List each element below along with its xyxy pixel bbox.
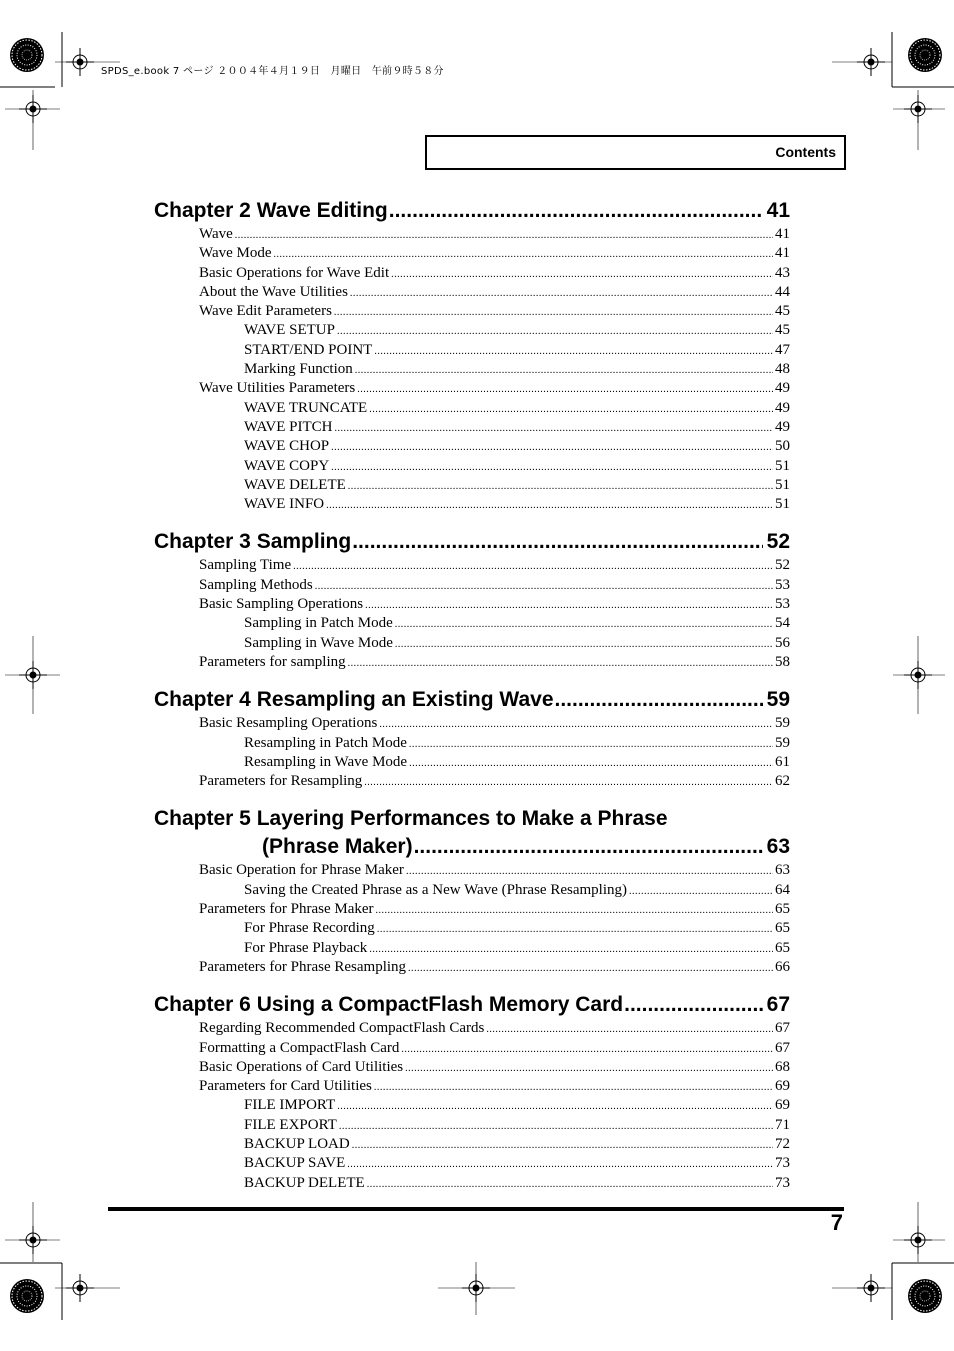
entry-page-number: 65 — [775, 901, 790, 918]
star-target-top-right — [908, 38, 942, 72]
entry-page-number: 53 — [775, 576, 790, 593]
entry-title: Sampling Methods — [199, 576, 313, 593]
entry-title: Resampling in Patch Mode — [244, 734, 407, 751]
entry-title: Sampling in Wave Mode — [244, 634, 393, 651]
chapter-page-number: 63 — [766, 835, 790, 859]
dot-leader — [629, 882, 773, 901]
entry-title: Wave Edit Parameters — [199, 303, 332, 320]
chapter-page-number: 67 — [766, 993, 790, 1017]
dot-leader — [405, 1059, 773, 1078]
entry-title: Sampling Time — [199, 557, 292, 574]
toc-subentry[interactable] — [154, 939, 790, 958]
dot-leader — [331, 438, 773, 457]
chapter-heading[interactable] — [154, 197, 790, 225]
entry-title: Parameters for Phrase Resampling — [199, 958, 407, 975]
chapter-title: Chapter 2 Wave Editing — [154, 199, 388, 222]
toc-subentry[interactable] — [154, 1154, 790, 1173]
entry-title: Parameters for Phrase Maker — [199, 901, 374, 918]
dot-leader — [486, 1020, 773, 1039]
toc-entry[interactable] — [154, 900, 790, 919]
toc-entry[interactable] — [154, 244, 790, 263]
entry-title: Wave — [199, 226, 233, 242]
dot-leader — [274, 245, 773, 264]
toc-subentry[interactable] — [154, 321, 790, 340]
toc-entry[interactable] — [154, 576, 790, 595]
chapter-heading[interactable] — [154, 805, 790, 833]
entry-title: WAVE COPY — [244, 457, 330, 474]
entry-title: Basic Operations for Wave Edit — [199, 264, 390, 281]
entry-page-number: 44 — [775, 283, 790, 300]
chapter-title: Chapter 4 Resampling an Existing Wave — [154, 688, 554, 712]
entry-title: Parameters for sampling — [199, 653, 346, 670]
entry-page-number: 53 — [775, 596, 790, 613]
dot-leader — [367, 1175, 773, 1194]
dot-leader — [352, 528, 762, 556]
entry-page-number: 49 — [775, 418, 790, 435]
toc-entry[interactable] — [154, 302, 790, 321]
chapter-heading[interactable] — [154, 528, 790, 556]
chapter-section — [154, 528, 790, 672]
dot-leader — [376, 901, 773, 920]
toc-entry[interactable] — [154, 283, 790, 302]
entry-page-number: 54 — [775, 615, 790, 632]
entry-title: WAVE CHOP — [244, 438, 330, 455]
entry-title: WAVE PITCH — [244, 418, 333, 435]
entry-page-number: 67 — [775, 1039, 790, 1056]
toc-entry[interactable] — [154, 772, 790, 791]
entry-title: Parameters for Resampling — [199, 773, 363, 790]
entry-title: START/END POINT — [244, 341, 373, 358]
dot-leader — [235, 226, 773, 245]
dot-leader — [355, 361, 773, 380]
toc-entry[interactable] — [154, 1058, 790, 1077]
entry-page-number: 65 — [775, 939, 790, 956]
table-of-contents — [154, 197, 790, 1193]
entry-title: BACKUP DELETE — [244, 1174, 365, 1191]
toc-subentry[interactable] — [154, 919, 790, 938]
entry-page-number: 49 — [775, 399, 790, 416]
dot-leader — [352, 1136, 773, 1155]
entry-page-number: 58 — [775, 653, 790, 670]
toc-subentry[interactable] — [154, 360, 790, 379]
dot-leader — [348, 477, 773, 496]
star-target-bottom-left — [10, 1279, 44, 1313]
toc-subentry[interactable] — [154, 881, 790, 900]
chapter-section — [154, 991, 790, 1193]
page-number: 7 — [830, 1210, 843, 1235]
dot-leader — [395, 635, 773, 654]
section-header-box — [425, 135, 846, 170]
dot-leader — [414, 833, 763, 861]
entry-page-number: 51 — [775, 457, 790, 474]
dot-leader — [379, 715, 773, 734]
dot-leader — [369, 940, 773, 959]
entry-title: BACKUP LOAD — [244, 1135, 350, 1152]
entry-title: Basic Sampling Operations — [199, 596, 364, 613]
toc-subentry[interactable] — [154, 734, 790, 753]
chapter-heading[interactable] — [154, 686, 790, 714]
chapter-section — [154, 686, 790, 791]
toc-entry[interactable] — [154, 264, 790, 283]
dot-leader — [331, 458, 773, 477]
dot-leader — [339, 1117, 773, 1136]
entry-page-number: 62 — [775, 773, 790, 790]
entry-page-number: 52 — [775, 557, 790, 574]
dot-leader — [315, 577, 773, 596]
toc-entry[interactable] — [154, 1019, 790, 1038]
dot-leader — [401, 1040, 773, 1059]
star-target-top-left — [10, 38, 44, 72]
dot-leader — [326, 496, 773, 515]
toc-subentry[interactable] — [154, 1116, 790, 1135]
dot-leader — [389, 197, 763, 225]
dot-leader — [555, 686, 763, 714]
toc-subentry[interactable] — [154, 399, 790, 418]
entry-title: Wave Mode — [199, 245, 272, 262]
entry-title: Basic Operations of Card Utilities — [199, 1058, 404, 1075]
entry-title: Parameters for Card Utilities — [199, 1078, 372, 1095]
dot-leader — [369, 400, 773, 419]
entry-page-number: 69 — [775, 1078, 790, 1095]
toc-entry[interactable] — [154, 1077, 790, 1096]
entry-page-number: 73 — [775, 1174, 790, 1191]
entry-page-number: 59 — [775, 715, 790, 732]
toc-subentry[interactable] — [154, 1135, 790, 1154]
dot-leader — [391, 265, 773, 284]
chapter-heading[interactable] — [154, 991, 790, 1019]
entry-title: Marking Function — [244, 361, 353, 378]
entry-page-number: 45 — [775, 322, 790, 339]
entry-page-number: 50 — [775, 438, 790, 455]
entry-page-number: 71 — [775, 1116, 790, 1133]
toc-entry[interactable] — [154, 714, 790, 733]
dot-leader — [347, 1155, 773, 1174]
toc-entry[interactable] — [154, 556, 790, 575]
entry-page-number: 59 — [775, 734, 790, 751]
toc-subentry[interactable] — [154, 437, 790, 456]
dot-leader — [337, 322, 773, 341]
entry-title: WAVE TRUNCATE — [244, 399, 368, 416]
toc-subentry[interactable] — [154, 614, 790, 633]
entry-page-number: 45 — [775, 303, 790, 320]
dot-leader — [374, 342, 773, 361]
toc-entry[interactable] — [154, 1039, 790, 1058]
entry-title: Sampling in Patch Mode — [244, 615, 393, 632]
dot-leader — [348, 654, 773, 673]
toc-entry[interactable] — [154, 861, 790, 880]
entry-page-number: 63 — [775, 862, 790, 879]
entry-page-number: 67 — [775, 1020, 790, 1037]
dot-leader — [293, 557, 773, 576]
toc-entry[interactable] — [154, 379, 790, 398]
entry-title: For Phrase Recording — [244, 920, 375, 937]
toc-subentry[interactable] — [154, 1096, 790, 1115]
entry-page-number: 51 — [775, 496, 790, 513]
entry-title: WAVE INFO — [244, 496, 325, 513]
toc-entry[interactable] — [154, 653, 790, 672]
toc-entry[interactable] — [154, 595, 790, 614]
entry-title: FILE IMPORT — [244, 1097, 336, 1114]
entry-page-number: 69 — [775, 1097, 790, 1114]
star-target-bottom-right — [908, 1279, 942, 1313]
entry-page-number: 73 — [775, 1155, 790, 1172]
toc-subentry[interactable] — [154, 1174, 790, 1193]
chapter-page-number: 41 — [766, 199, 790, 222]
toc-subentry[interactable] — [154, 476, 790, 495]
entry-title: About the Wave Utilities — [199, 283, 348, 300]
entry-page-number: 49 — [775, 380, 790, 397]
chapter-title: Chapter 5 Layering Performances to Make a Phrase — [154, 807, 668, 831]
entry-page-number: 41 — [775, 245, 790, 262]
dot-leader — [365, 596, 773, 615]
entry-title: Basic Resampling Operations — [199, 715, 378, 732]
entry-page-number: 64 — [775, 881, 790, 898]
entry-title: Resampling in Wave Mode — [244, 753, 408, 770]
entry-page-number: 61 — [775, 753, 790, 770]
dot-leader — [409, 735, 773, 754]
entry-page-number: 48 — [775, 361, 790, 378]
entry-page-number: 43 — [775, 264, 790, 281]
footer-rule — [108, 1207, 844, 1211]
dot-leader — [334, 303, 773, 322]
toc-subentry[interactable] — [154, 753, 790, 772]
dot-leader — [408, 959, 773, 978]
dot-leader — [334, 419, 773, 438]
chapter-title-continued: (Phrase Maker) — [262, 835, 413, 859]
dot-leader — [395, 615, 773, 634]
chapter-title: Chapter 3 Sampling — [154, 530, 352, 554]
entry-page-number: 65 — [775, 920, 790, 937]
entry-page-number: 56 — [775, 634, 790, 651]
toc-subentry[interactable] — [154, 634, 790, 653]
entry-title: BACKUP SAVE — [244, 1155, 346, 1172]
entry-title: Saving the Created Phrase as a New Wave (Phrase Resampling) — [244, 881, 627, 898]
section-label: Contents — [775, 144, 836, 160]
toc-subentry[interactable] — [154, 418, 790, 437]
dot-leader — [409, 754, 773, 773]
dot-leader — [364, 773, 773, 792]
entry-page-number: 51 — [775, 476, 790, 493]
dot-leader — [374, 1078, 773, 1097]
entry-page-number: 68 — [775, 1058, 790, 1075]
chapter-page-number: 59 — [766, 688, 790, 712]
entry-page-number: 72 — [775, 1135, 790, 1152]
dot-leader — [350, 284, 773, 303]
entry-title: WAVE SETUP — [244, 322, 335, 339]
chapter-section — [154, 197, 790, 514]
entry-page-number: 41 — [775, 226, 790, 242]
dot-leader — [624, 991, 763, 1019]
entry-page-number: 47 — [775, 341, 790, 358]
dot-leader — [377, 920, 773, 939]
toc-subentry[interactable] — [154, 495, 790, 514]
toc-subentry[interactable] — [154, 341, 790, 360]
chapter-heading-continued[interactable] — [154, 833, 790, 861]
toc-entry[interactable] — [154, 225, 790, 244]
entry-title: Regarding Recommended CompactFlash Cards — [199, 1020, 485, 1037]
toc-subentry[interactable] — [154, 457, 790, 476]
print-slug-header: SPDS_e.book 7 ページ ２００４年４月１９日 月曜日 午前９時５８分 — [101, 66, 444, 77]
entry-title: For Phrase Playback — [244, 939, 368, 956]
entry-title: WAVE DELETE — [244, 476, 346, 493]
entry-title: Wave Utilities Parameters — [199, 380, 356, 397]
entry-page-number: 66 — [775, 958, 790, 975]
chapter-page-number: 52 — [766, 530, 790, 554]
dot-leader — [357, 380, 773, 399]
chapter-title: Chapter 6 Using a CompactFlash Memory Card — [154, 993, 624, 1017]
dot-leader — [337, 1097, 773, 1116]
toc-entry[interactable] — [154, 958, 790, 977]
entry-title: Basic Operation for Phrase Maker — [199, 862, 404, 879]
entry-title: Formatting a CompactFlash Card — [199, 1039, 400, 1056]
dot-leader — [406, 862, 773, 881]
entry-title: FILE EXPORT — [244, 1116, 337, 1133]
chapter-section — [154, 805, 790, 977]
